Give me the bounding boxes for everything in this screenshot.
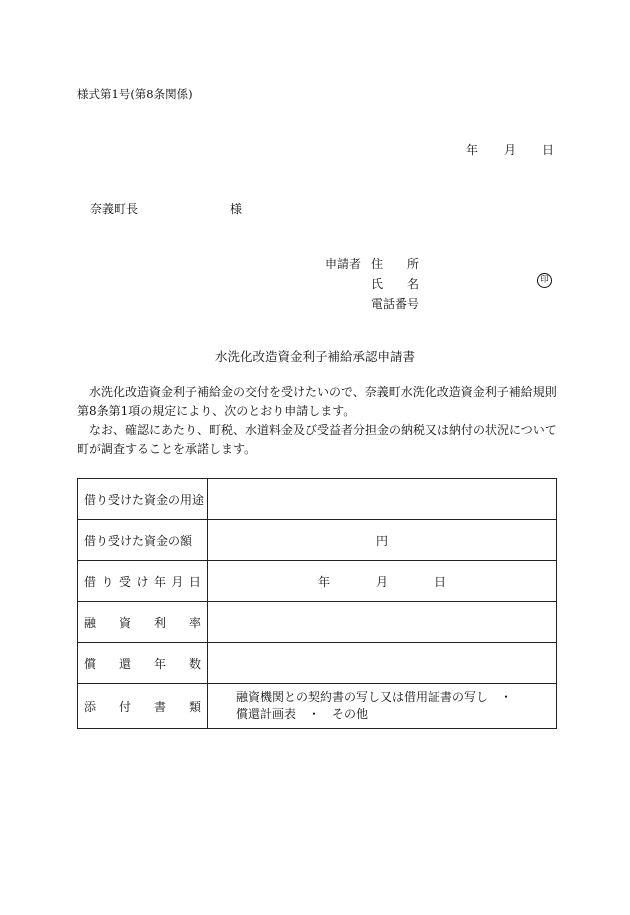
value-date-year: 年 [317, 574, 330, 589]
value-attachments[interactable] [208, 684, 557, 729]
value-date[interactable] [208, 561, 557, 602]
label-attachments [78, 684, 208, 729]
date-line [466, 141, 554, 158]
date-day: 日 [542, 143, 555, 157]
table-row-rate [78, 602, 557, 643]
form-number: 様式第1号(第8条関係) [77, 87, 193, 101]
body-paragraph-1: 水洗化改造資金利子補給金の交付を受けたいので、奈義町水洗化改造資金利子補給規則第8条第1項の規定により、次のとおり申請します。 [77, 385, 557, 418]
label-rate-text: 融 資 利 率 [84, 615, 201, 630]
label-date-text: 借 り 受 け 年 月 日 [84, 574, 201, 589]
document-title: 水洗化改造資金利子補給承認申請書 [214, 349, 415, 364]
date-year: 年 [466, 143, 479, 157]
value-date-day: 日 [434, 574, 447, 589]
label-purpose [78, 479, 208, 520]
table-row-attachments [78, 684, 557, 729]
body-paragraph-2: なお、確認にあたり、町税、水道料金及び受益者分担金の納税又は納付の状況について町が調査することを承諾します。 [77, 423, 557, 456]
value-years[interactable] [208, 643, 557, 684]
addressee-name: 奈義町長 [90, 202, 139, 216]
body-text [77, 383, 557, 459]
value-date-month: 月 [375, 574, 388, 589]
addressee-honorific: 様 [230, 202, 243, 216]
label-amount [78, 520, 208, 561]
value-purpose[interactable] [208, 479, 557, 520]
phone-label: 電話番号 [371, 297, 420, 311]
table-row-date [78, 561, 557, 602]
label-date [78, 561, 208, 602]
label-attachments-text: 添 付 書 類 [84, 699, 201, 714]
label-purpose-text: 借り受けた資金の用途 [84, 492, 205, 507]
applicant-label: 申請者 [325, 257, 362, 271]
name-label: 氏 名 [371, 277, 420, 291]
table-row-years [78, 643, 557, 684]
application-table [77, 478, 557, 729]
attachments-line-2: 償還計画表 ・ その他 [236, 707, 369, 721]
table-row-purpose [78, 479, 557, 520]
table-row-amount [78, 520, 557, 561]
date-month: 月 [504, 143, 517, 157]
attachments-line-1: 融資機関との契約書の写し又は借用証書の写し ・ [236, 690, 513, 704]
label-rate [78, 602, 208, 643]
address-label: 住 所 [371, 257, 420, 271]
value-amount[interactable]: 円 [208, 520, 557, 561]
value-rate[interactable] [208, 602, 557, 643]
label-years [78, 643, 208, 684]
label-amount-text: 借り受けた資金の額 [84, 533, 193, 548]
addressee [90, 200, 243, 217]
label-years-text: 償 還 年 数 [84, 656, 201, 671]
value-date-parts [318, 573, 446, 590]
seal-mark: 印 [537, 273, 552, 288]
